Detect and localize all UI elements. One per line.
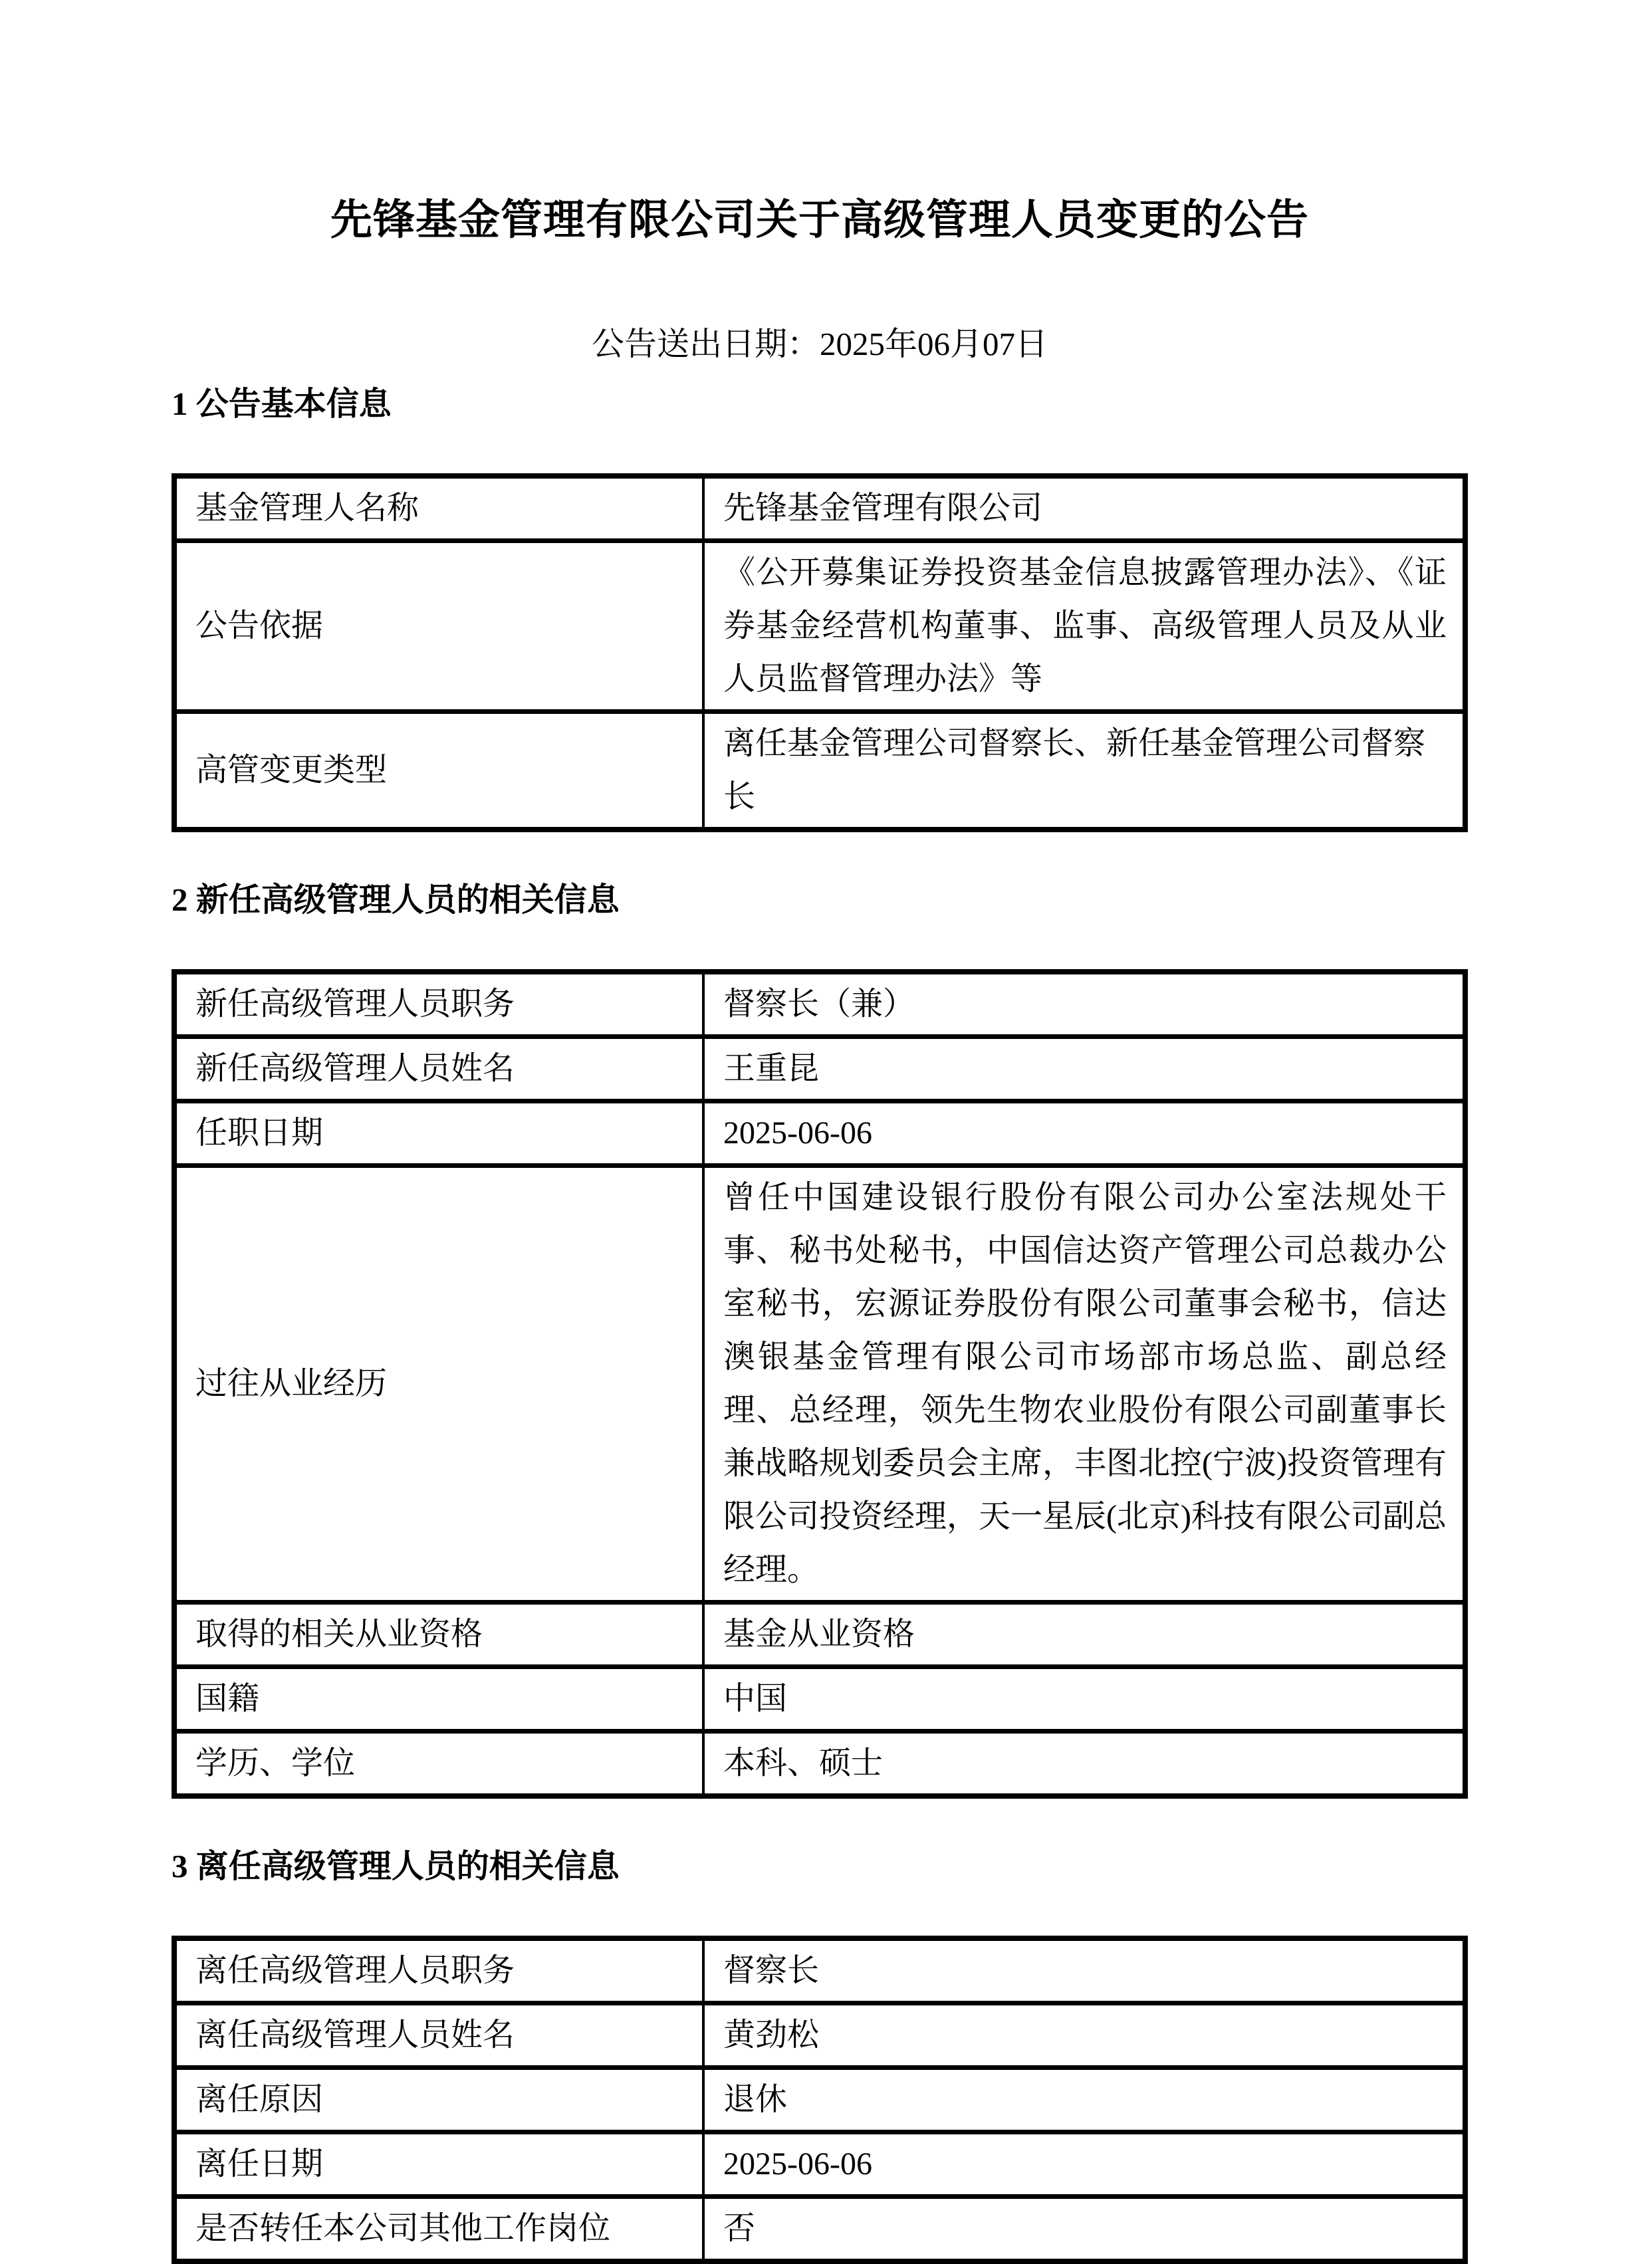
row-value: 否: [703, 2197, 1465, 2262]
row-label: 离任高级管理人员姓名: [174, 2003, 703, 2068]
row-label: 离任高级管理人员职务: [174, 1938, 703, 2003]
table-row: [174, 1667, 1465, 1732]
row-value: 督察长: [703, 1938, 1465, 2003]
table-row: [174, 1037, 1465, 1101]
row-label: 离任日期: [174, 2132, 703, 2197]
row-value: 2025-06-06: [703, 2132, 1465, 2197]
table-row: [174, 2197, 1465, 2262]
table-row: [174, 1732, 1465, 1797]
row-value: 曾任中国建设银行股份有限公司办公室法规处干事、秘书处秘书，中国信达资产管理公司总裁办公室秘书，宏源证券股份有限公司董事会秘书，信达澳银基金管理有限公司市场部市场总监、副总经理、总经理，领先生物农业股份有限公司副董事长兼战略规划委员会主席，丰图北控(宁波)投资管理有限公司投资经理，天一星辰(北京)科技有限公司副总经理。: [703, 1166, 1465, 1603]
row-value: 2025-06-06: [703, 1101, 1465, 1166]
departing-executive-table: [172, 1936, 1468, 2264]
row-label: 任职日期: [174, 1101, 703, 1166]
row-value: 离任基金管理公司督察长、新任基金管理公司督察长: [703, 712, 1465, 830]
row-label: 国籍: [174, 1667, 703, 1732]
row-value: 《公开募集证券投资基金信息披露管理办法》、《证券基金经营机构董事、监事、高级管理人员及从业人员监督管理办法》等: [703, 541, 1465, 712]
row-value: 本科、硕士: [703, 1732, 1465, 1797]
row-label: 是否转任本公司其他工作岗位: [174, 2197, 703, 2262]
row-label: 基金管理人名称: [174, 476, 703, 541]
section-2-heading: 2 新任高级管理人员的相关信息: [172, 881, 620, 918]
table-row: [174, 2068, 1465, 2132]
row-label: 学历、学位: [174, 1732, 703, 1797]
basic-info-table: [172, 473, 1468, 832]
row-label: 过往从业经历: [174, 1166, 703, 1603]
row-value: 黄劲松: [703, 2003, 1465, 2068]
table-row: [174, 712, 1465, 830]
row-label: 新任高级管理人员姓名: [174, 1037, 703, 1101]
row-label: 新任高级管理人员职务: [174, 972, 703, 1037]
row-label: 离任原因: [174, 2068, 703, 2132]
table-row: [174, 2132, 1465, 2197]
row-value: 基金从业资格: [703, 1603, 1465, 1667]
row-value: 退休: [703, 2068, 1465, 2132]
table-row: [174, 1603, 1465, 1667]
row-label: 高管变更类型: [174, 712, 703, 830]
row-value: 中国: [703, 1667, 1465, 1732]
table-row: [174, 541, 1465, 712]
row-value: 督察长（兼）: [703, 972, 1465, 1037]
page-title: 先锋基金管理有限公司关于高级管理人员变更的公告: [330, 197, 1309, 243]
announcement-date-line: 公告送出日期：2025年06月07日: [591, 326, 1048, 362]
row-label: 公告依据: [174, 541, 703, 712]
table-row: [174, 476, 1465, 541]
section-3-heading: 3 离任高级管理人员的相关信息: [172, 1848, 620, 1884]
section-1-heading: 1 公告基本信息: [172, 386, 392, 422]
table-row: [174, 1166, 1465, 1603]
table-row: [174, 1938, 1465, 2003]
row-value: 王重昆: [703, 1037, 1465, 1101]
table-row: [174, 1101, 1465, 1166]
row-value: 先锋基金管理有限公司: [703, 476, 1465, 541]
table-row: [174, 2003, 1465, 2068]
row-label: 取得的相关从业资格: [174, 1603, 703, 1667]
new-executive-table: [172, 969, 1468, 1799]
table-row: [174, 972, 1465, 1037]
